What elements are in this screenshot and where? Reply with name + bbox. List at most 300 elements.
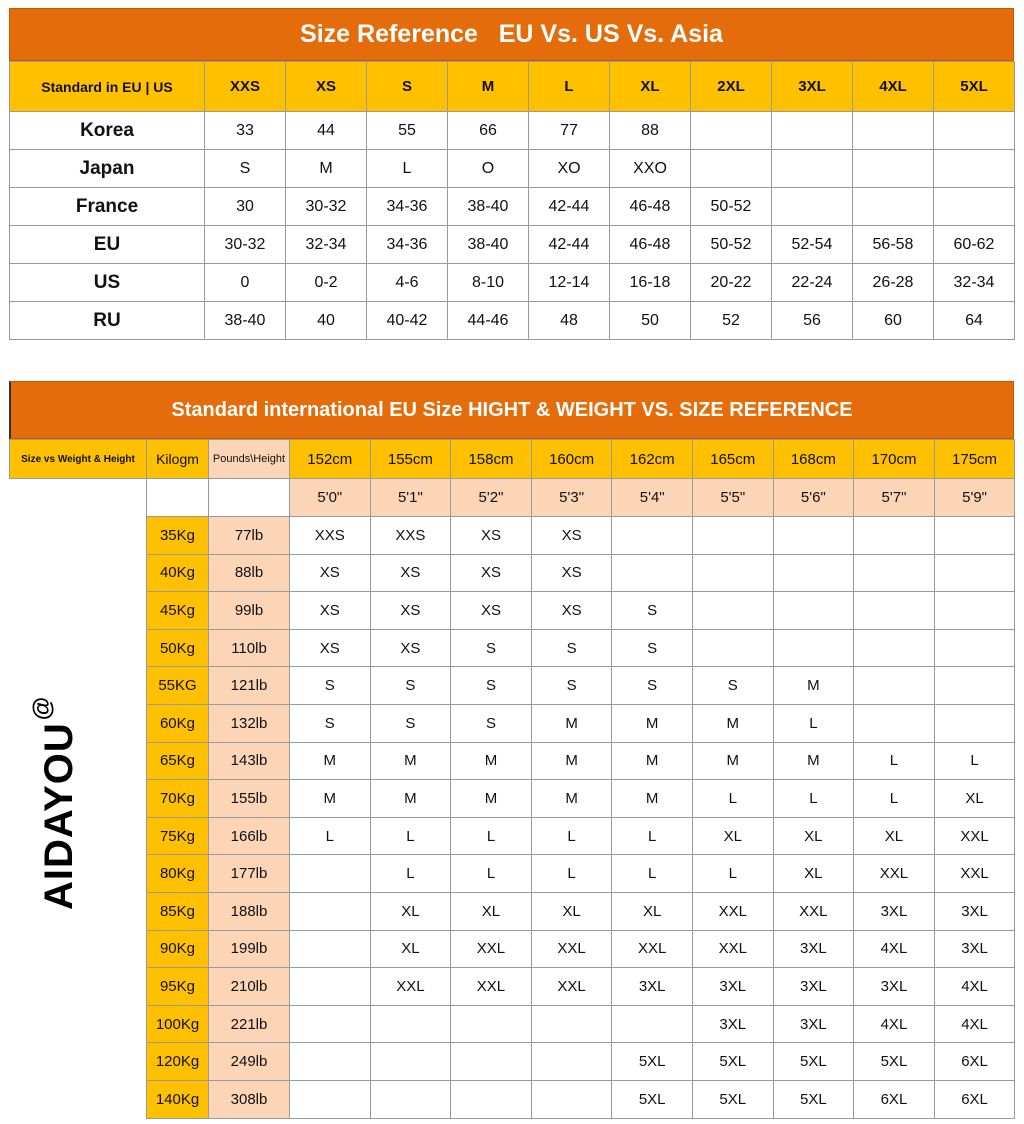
blank-cell	[10, 479, 147, 517]
size-cell: M	[692, 742, 773, 780]
weight-kg-cell: 35Kg	[147, 517, 209, 555]
size-cell: 3XL	[934, 892, 1015, 930]
size-cell	[612, 554, 693, 592]
table-row	[10, 592, 1015, 630]
size-cell: XS	[451, 592, 532, 630]
country-label: France	[10, 188, 205, 226]
size-cell	[773, 592, 854, 630]
table-row	[10, 892, 1015, 930]
size-cell: XXL	[531, 968, 612, 1006]
table-row	[10, 150, 1015, 188]
size-cell: 0-2	[286, 264, 367, 302]
table-row	[10, 264, 1015, 302]
weight-kg-cell: 90Kg	[147, 930, 209, 968]
size-cell: XL	[451, 892, 532, 930]
size-cell: XL	[370, 930, 451, 968]
size-cell: 56-58	[853, 226, 934, 264]
size-cell: M	[531, 704, 612, 742]
size-cell: 34-36	[367, 226, 448, 264]
size-cell: XXL	[934, 855, 1015, 893]
size-cell: XXL	[612, 930, 693, 968]
size-cell	[451, 1043, 532, 1081]
size-cell: XS	[451, 554, 532, 592]
size-cell	[612, 517, 693, 555]
size-cell: XL	[934, 780, 1015, 818]
size-cell: L	[692, 780, 773, 818]
size-cell: XXL	[773, 892, 854, 930]
size-cell: XO	[529, 150, 610, 188]
height-weight-table-section	[9, 381, 1014, 1119]
size-cell	[531, 1043, 612, 1081]
size-cell	[934, 667, 1015, 705]
size-cell: L	[692, 855, 773, 893]
country-label: US	[10, 264, 205, 302]
size-cell: 88	[610, 112, 691, 150]
size-cell: XS	[290, 629, 371, 667]
blank-cell	[10, 930, 147, 968]
size-cell: 38-40	[205, 302, 286, 340]
size-cell: XXL	[854, 855, 935, 893]
size-cell: S	[205, 150, 286, 188]
size-cell: M	[612, 742, 693, 780]
size-cell: O	[448, 150, 529, 188]
size-cell: L	[531, 817, 612, 855]
blank-cell	[10, 629, 147, 667]
size-cell: L	[934, 742, 1015, 780]
size-header-xs: XS	[286, 62, 367, 112]
height-feet-header: 5'6"	[773, 479, 854, 517]
table-row	[10, 1005, 1015, 1043]
size-cell: 3XL	[854, 968, 935, 1006]
size-cell: 42-44	[529, 188, 610, 226]
height-cm-header: 158cm	[451, 440, 532, 479]
size-cell: M	[531, 780, 612, 818]
size-cell: XS	[531, 592, 612, 630]
size-cell: 5XL	[854, 1043, 935, 1081]
size-header-s: S	[367, 62, 448, 112]
size-cell	[370, 1005, 451, 1043]
country-label: Korea	[10, 112, 205, 150]
table-row	[10, 112, 1015, 150]
size-cell	[854, 517, 935, 555]
size-reference-table	[9, 61, 1015, 340]
size-cell	[934, 629, 1015, 667]
size-cell: M	[451, 780, 532, 818]
size-cell: 6XL	[854, 1080, 935, 1118]
size-cell: 56	[772, 302, 853, 340]
size-cell: 66	[448, 112, 529, 150]
size-cell: 3XL	[692, 968, 773, 1006]
size-cell: 34-36	[367, 188, 448, 226]
blank-cell	[10, 1005, 147, 1043]
size-cell: 5XL	[773, 1043, 854, 1081]
size-cell: XXL	[692, 892, 773, 930]
weight-kg-cell: 45Kg	[147, 592, 209, 630]
weight-kg-cell: 100Kg	[147, 1005, 209, 1043]
height-feet-header: 5'9"	[934, 479, 1015, 517]
size-cell	[612, 1005, 693, 1043]
table-row	[10, 817, 1015, 855]
height-feet-header: 5'5"	[692, 479, 773, 517]
size-cell	[934, 704, 1015, 742]
size-cell: L	[370, 855, 451, 893]
size-cell: XL	[773, 817, 854, 855]
size-cell: XS	[370, 629, 451, 667]
size-cell: S	[612, 592, 693, 630]
weight-lb-cell: 143lb	[209, 742, 290, 780]
size-cell: 38-40	[448, 226, 529, 264]
size-cell	[934, 188, 1015, 226]
brand-watermark	[29, 696, 82, 910]
table-row	[10, 930, 1015, 968]
size-cell: M	[290, 780, 371, 818]
weight-lb-cell: 199lb	[209, 930, 290, 968]
table-row	[10, 226, 1015, 264]
size-cell: 12-14	[529, 264, 610, 302]
size-cell	[691, 112, 772, 150]
size-cell: 52	[691, 302, 772, 340]
size-cell: XXL	[531, 930, 612, 968]
pounds-height-header: Pounds\Height	[209, 440, 290, 479]
size-cell: 50	[610, 302, 691, 340]
weight-kg-cell: 65Kg	[147, 742, 209, 780]
size-cell: XXL	[451, 968, 532, 1006]
size-cell: 60-62	[934, 226, 1015, 264]
size-cell: 4XL	[934, 1005, 1015, 1043]
size-cell: XL	[612, 892, 693, 930]
weight-kg-cell: 40Kg	[147, 554, 209, 592]
weight-kg-cell: 80Kg	[147, 855, 209, 893]
weight-kg-cell: 60Kg	[147, 704, 209, 742]
height-feet-header: 5'7"	[854, 479, 935, 517]
size-cell	[290, 968, 371, 1006]
size-header-xxs: XXS	[205, 62, 286, 112]
size-cell: 40-42	[367, 302, 448, 340]
size-cell: XXS	[370, 517, 451, 555]
height-feet-header: 5'2"	[451, 479, 532, 517]
blank-cell	[10, 968, 147, 1006]
size-cell: L	[367, 150, 448, 188]
table-row	[10, 667, 1015, 705]
size-cell: S	[451, 704, 532, 742]
size-cell	[290, 1043, 371, 1081]
size-cell: 3XL	[773, 968, 854, 1006]
height-cm-header: 168cm	[773, 440, 854, 479]
height-cm-header: 165cm	[692, 440, 773, 479]
size-cell: 46-48	[610, 188, 691, 226]
weight-lb-cell: 166lb	[209, 817, 290, 855]
weight-kg-cell: 75Kg	[147, 817, 209, 855]
height-feet-header: 5'1"	[370, 479, 451, 517]
size-cell: 3XL	[934, 930, 1015, 968]
size-cell	[370, 1043, 451, 1081]
size-vs-weight-height-label: Size vs Weight & Height	[10, 440, 147, 479]
size-cell: 3XL	[692, 1005, 773, 1043]
size-cell: 3XL	[773, 1005, 854, 1043]
size-cell: L	[773, 780, 854, 818]
size-cell	[451, 1005, 532, 1043]
size-cell: 32-34	[934, 264, 1015, 302]
size-cell: 50-52	[691, 226, 772, 264]
size-cell: 22-24	[772, 264, 853, 302]
size-cell	[934, 592, 1015, 630]
size-cell: 33	[205, 112, 286, 150]
size-reference-title: Size Reference EU Vs. US Vs. Asia	[9, 8, 1014, 61]
size-cell	[854, 704, 935, 742]
height-cm-header: 152cm	[290, 440, 371, 479]
size-cell	[854, 667, 935, 705]
size-cell: XXL	[692, 930, 773, 968]
size-cell: S	[612, 629, 693, 667]
size-cell: 52-54	[772, 226, 853, 264]
size-cell: L	[451, 817, 532, 855]
size-cell	[773, 554, 854, 592]
size-cell: 55	[367, 112, 448, 150]
size-cell: 60	[853, 302, 934, 340]
size-cell	[854, 592, 935, 630]
size-cell: XL	[531, 892, 612, 930]
size-cell: L	[370, 817, 451, 855]
size-cell: S	[531, 629, 612, 667]
size-cell: S	[451, 629, 532, 667]
table-row	[10, 1043, 1015, 1081]
size-cell: S	[290, 704, 371, 742]
country-label: EU	[10, 226, 205, 264]
size-header-2xl: 2XL	[691, 62, 772, 112]
size-cell	[773, 517, 854, 555]
table-row	[10, 517, 1015, 555]
size-cell	[853, 150, 934, 188]
size-cell: M	[773, 742, 854, 780]
country-label: Japan	[10, 150, 205, 188]
size-cell	[290, 892, 371, 930]
size-cell: M	[773, 667, 854, 705]
height-feet-header: 5'4"	[612, 479, 693, 517]
weight-kg-cell: 120Kg	[147, 1043, 209, 1081]
size-header-xl: XL	[610, 62, 691, 112]
size-cell: XS	[290, 592, 371, 630]
size-cell: 5XL	[773, 1080, 854, 1118]
size-cell: S	[290, 667, 371, 705]
size-cell: M	[370, 742, 451, 780]
size-cell: XL	[773, 855, 854, 893]
size-cell: 5XL	[692, 1043, 773, 1081]
size-header-row	[10, 62, 1015, 112]
size-cell	[451, 1080, 532, 1118]
height-feet-header: 5'0"	[290, 479, 371, 517]
size-cell: XS	[531, 554, 612, 592]
size-cell: 30-32	[286, 188, 367, 226]
size-cell	[370, 1080, 451, 1118]
size-cell: 42-44	[529, 226, 610, 264]
table-row	[10, 855, 1015, 893]
size-cell: 20-22	[691, 264, 772, 302]
size-cell	[934, 554, 1015, 592]
weight-lb-cell: 88lb	[209, 554, 290, 592]
table-row	[10, 968, 1015, 1006]
size-cell: 5XL	[692, 1080, 773, 1118]
size-cell: 30-32	[205, 226, 286, 264]
size-cell: 77	[529, 112, 610, 150]
size-cell: L	[531, 855, 612, 893]
size-cell: M	[451, 742, 532, 780]
blank-cell	[10, 554, 147, 592]
weight-lb-cell: 210lb	[209, 968, 290, 1006]
weight-lb-cell: 308lb	[209, 1080, 290, 1118]
table-row	[10, 780, 1015, 818]
size-cell: 38-40	[448, 188, 529, 226]
brand-name: AIDAYOU	[37, 722, 81, 910]
size-cell: S	[370, 704, 451, 742]
size-cell: M	[286, 150, 367, 188]
height-cm-header: 162cm	[612, 440, 693, 479]
height-cm-header: 155cm	[370, 440, 451, 479]
size-cell: S	[692, 667, 773, 705]
weight-lb-cell: 77lb	[209, 517, 290, 555]
size-cell: XS	[290, 554, 371, 592]
size-cell: XS	[451, 517, 532, 555]
table-row	[10, 629, 1015, 667]
table-row	[10, 554, 1015, 592]
size-cell	[853, 112, 934, 150]
size-cell: 4XL	[854, 1005, 935, 1043]
size-cell: 16-18	[610, 264, 691, 302]
size-cell	[692, 517, 773, 555]
size-cell: S	[612, 667, 693, 705]
size-cell	[531, 1080, 612, 1118]
size-cell	[854, 629, 935, 667]
height-cm-header: 170cm	[854, 440, 935, 479]
size-cell: XXO	[610, 150, 691, 188]
weight-lb-cell: 110lb	[209, 629, 290, 667]
size-cell: L	[451, 855, 532, 893]
weight-lb-cell: 155lb	[209, 780, 290, 818]
size-cell: S	[531, 667, 612, 705]
height-cm-header: 175cm	[934, 440, 1015, 479]
size-cell	[934, 112, 1015, 150]
size-cell: S	[451, 667, 532, 705]
size-cell: L	[854, 780, 935, 818]
weight-lb-cell: 221lb	[209, 1005, 290, 1043]
size-cell: 3XL	[612, 968, 693, 1006]
brand-mark: @	[29, 696, 56, 721]
size-cell: 8-10	[448, 264, 529, 302]
height-weight-table	[9, 439, 1015, 1119]
weight-lb-cell: 249lb	[209, 1043, 290, 1081]
size-cell	[692, 629, 773, 667]
size-cell: 40	[286, 302, 367, 340]
blank-cell	[10, 517, 147, 555]
height-feet-row	[10, 479, 1015, 517]
size-cell: L	[290, 817, 371, 855]
size-cell: XS	[531, 517, 612, 555]
size-cell: 26-28	[853, 264, 934, 302]
size-cell	[772, 150, 853, 188]
country-label: RU	[10, 302, 205, 340]
size-cell: 4XL	[854, 930, 935, 968]
size-cell: 5XL	[612, 1080, 693, 1118]
weight-kg-cell: 55KG	[147, 667, 209, 705]
size-cell: XS	[370, 554, 451, 592]
size-cell: 46-48	[610, 226, 691, 264]
size-cell	[772, 112, 853, 150]
size-cell: 44-46	[448, 302, 529, 340]
size-header-5xl: 5XL	[934, 62, 1015, 112]
weight-kg-cell: 95Kg	[147, 968, 209, 1006]
size-cell	[691, 150, 772, 188]
size-cell	[692, 592, 773, 630]
kilogram-header: Kilogm	[147, 440, 209, 479]
size-cell: M	[612, 704, 693, 742]
size-cell: 6XL	[934, 1080, 1015, 1118]
weight-kg-cell: 140Kg	[147, 1080, 209, 1118]
size-cell: 50-52	[691, 188, 772, 226]
weight-lb-cell: 188lb	[209, 892, 290, 930]
weight-kg-cell: 85Kg	[147, 892, 209, 930]
table-row	[10, 704, 1015, 742]
size-cell: 6XL	[934, 1043, 1015, 1081]
size-reference-table-section	[9, 8, 1014, 340]
size-cell: M	[370, 780, 451, 818]
size-cell: XL	[692, 817, 773, 855]
weight-kg-cell: 50Kg	[147, 629, 209, 667]
table-row	[10, 1080, 1015, 1118]
size-cell	[290, 1005, 371, 1043]
size-cell: 0	[205, 264, 286, 302]
size-cell	[854, 554, 935, 592]
size-cell	[934, 150, 1015, 188]
size-cell: XS	[370, 592, 451, 630]
size-cell: 4XL	[934, 968, 1015, 1006]
size-cell: L	[773, 704, 854, 742]
blank-cell	[10, 1043, 147, 1081]
size-cell	[290, 855, 371, 893]
table-row	[10, 742, 1015, 780]
weight-lb-cell: 99lb	[209, 592, 290, 630]
size-cell: 48	[529, 302, 610, 340]
size-cell: 64	[934, 302, 1015, 340]
blank-cell	[10, 1080, 147, 1118]
size-cell: M	[692, 704, 773, 742]
size-cell: 32-34	[286, 226, 367, 264]
size-cell: XXL	[451, 930, 532, 968]
size-header-3xl: 3XL	[772, 62, 853, 112]
size-header-m: M	[448, 62, 529, 112]
size-cell: 5XL	[612, 1043, 693, 1081]
size-cell: L	[612, 855, 693, 893]
size-cell: XL	[370, 892, 451, 930]
size-cell: 3XL	[773, 930, 854, 968]
size-cell: M	[531, 742, 612, 780]
size-cell: 3XL	[854, 892, 935, 930]
size-cell: 30	[205, 188, 286, 226]
size-cell: XL	[854, 817, 935, 855]
standard-label: Standard in EU | US	[10, 62, 205, 112]
size-cell	[290, 930, 371, 968]
size-cell: L	[854, 742, 935, 780]
size-cell	[531, 1005, 612, 1043]
weight-lb-cell: 121lb	[209, 667, 290, 705]
size-header-4xl: 4XL	[853, 62, 934, 112]
height-header-row	[10, 440, 1015, 479]
size-cell: 44	[286, 112, 367, 150]
size-cell: M	[290, 742, 371, 780]
size-cell	[853, 188, 934, 226]
blank-cell	[10, 592, 147, 630]
height-cm-header: 160cm	[531, 440, 612, 479]
height-feet-header: 5'3"	[531, 479, 612, 517]
table-row	[10, 302, 1015, 340]
